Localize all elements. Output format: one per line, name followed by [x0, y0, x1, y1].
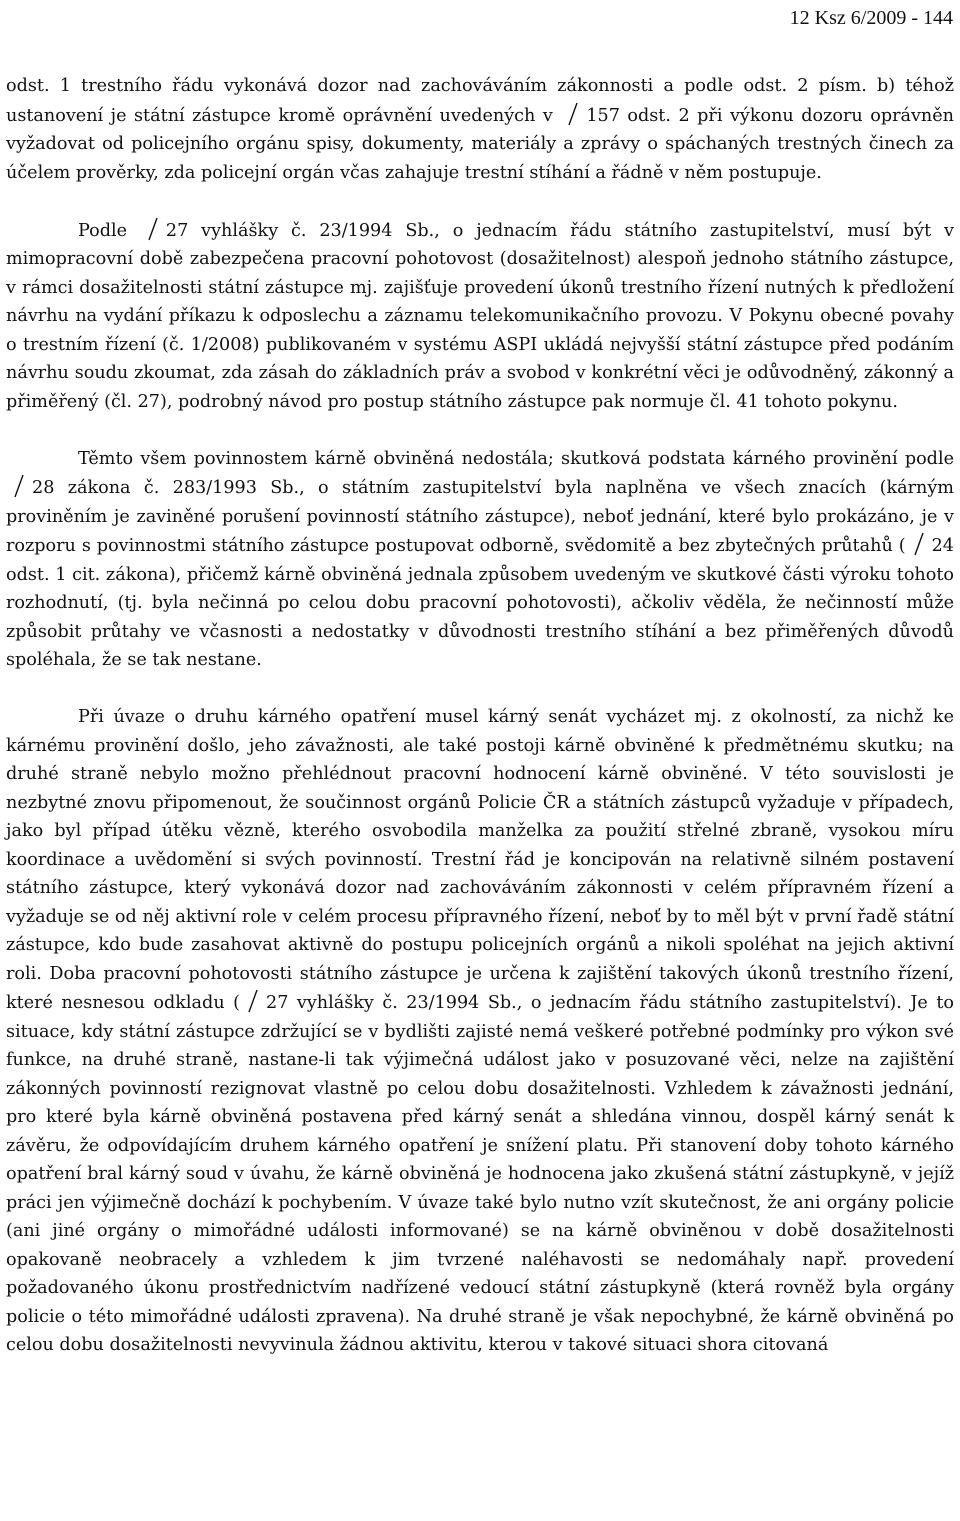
- section-sign-icon: [566, 101, 580, 127]
- text-run: 24 odst. 1 cit. zákona), přičemž kárně obviněná jednala způsobem uvedeným ve skutkové části výroku tohoto rozhodnutí, (tj. byla nečinná po celou dobu pracovní pohotovosti), ačkoliv věděla, že nečinností může způsobit průtahy ve včasnosti a nedostatky v důvodnosti trestního stíhání a bez přiměřených důvodů spoléhala, že se tak nestane.: [6, 536, 954, 670]
- text-run: Při úvaze o druhu kárného opatření musel kárný senát vycházet mj. z okolností, za nichž ke kárnému provinění došlo, jeho závažnosti, ale také postoji kárně obviněné k předmětnému skutku; na druhé straně nebylo možno přehlédnout pracovní hodnocení kárně obviněné. V této souvislosti je nezbytné znovu připomenout, že součinnost orgánů Policie ČR a státních zástupců vyžaduje v případech, jako byl případ útěku vězně, kterého osvobodila manželka za použití střelné zbraně, vysokou míru koordinace a uvědomění si svých povinností. Trestní řád je koncipován na relativně silném postavení státního zástupce, který vykonává dozor nad zachováváním zákonnosti v celém přípravném řízení a vyžaduje se od něj aktivní role v celém procesu přípravného řízení, neboť by to měl být v první řadě státní zástupce, kdo bude zasahovat aktivně do postupu policejních orgánů a nikoli spoléhat na jejich aktivní roli. Doba pracovní pohotovosti státního zástupce je určena k zajištění takových úkonů trestního řízení, které nesnesou odkladu (: [6, 707, 954, 1013]
- paragraph-1: [6, 72, 954, 187]
- text-run: Podle: [78, 220, 140, 241]
- text-run: 27 vyhlášky č. 23/1994 Sb., o jednacím řádu státního zastupitelství, musí být v mimopracovní době zabezpečena pracovní pohotovost (dosažitelnost) alespoň jednoho státního zástupce, v rámci dosažitelnosti státní zástupce mj. zajišťuje provedení úkonů trestního řízení nutných k předložení návrhu na vydání příkazu k odposlechu a záznamu telekomunikačního provozu. V Pokynu obecné povahy o trestním řízení (č. 1/2008) publikovaném v systému ASPI ukládá nejvyšší státní zástupce před podáním návrhu soudu zkoumat, zda zásah do základních práv a svobod v konkrétní věci je odůvodněný, zákonný a přiměřený (čl. 27), podrobný návod pro postup státního zástupce pak normuje čl. 41 tohoto pokynu.: [6, 220, 954, 412]
- text-run: 157 odst. 2 při výkonu dozoru oprávněn vyžadovat od policejního orgánu spisy, dokumenty, materiály a zprávy o spáchaných trestných činech za účelem prověrky, zda policejní orgán včas zahajuje trestní stíhání a řádně v něm postupuje.: [6, 105, 954, 183]
- text-run: 27 vyhlášky č. 23/1994 Sb., o jednacím řádu státního zastupitelství). Je to situace, kdy státní zástupce zdržující se v bydlišti zajisté nemá veškeré potřebné podmínky pro výkon své funkce, na druhé straně, nastane-li tak výjimečná událost jako v posuzované věci, nelze na zajištění zákonných povinností rezignovat vlastně po celou dobu dosažitelnosti. Vzhledem k závažnosti jednání, pro které byla kárně obviněná postavena před kárný senát a shledána vinnou, dospěl kárný senát k závěru, že odpovídajícím druhem kárného opatření je snížení platu. Při stanovení doby tohoto kárného opatření bral kárný soud v úvahu, že kárně obviněná je hodnocena jako zkušená státní zástupkyně, v jejíž práci jen výjimečně dochází k pochybením. V úvaze také bylo nutno vzít skutečnost, že ani orgány policie (ani jiné orgány o mimořádné události informované) se na kárně obviněnou v době dosažitelnosti opakovaně neobracely a vzhledem k jim tvrzené naléhavosti se nedomáhaly např. provedení požadovaného úkonu prostřednictvím nadřízené vedoucí státní zástupkyně (která rovněž byla orgány policie o této mimořádné události zpravena). Na druhé straně je však nepochybné, že kárně obviněná po celou dobu dosažitelnosti nevyvinula žádnou aktivitu, kterou v takové situaci shora citovaná: [6, 993, 954, 1355]
- paragraph-2: [6, 216, 954, 417]
- paragraph-4: [6, 703, 954, 1360]
- section-sign-icon: [146, 216, 160, 242]
- document-body: [6, 72, 954, 1360]
- case-number-header: 12 Ksz 6/2009 - 144: [789, 7, 953, 29]
- text-run: 28 zákona č. 283/1993 Sb., o státním zastupitelství byla naplněna ve všech znacích (kárným proviněním je zaviněné porušení povinností státního zástupce), neboť jednání, které bylo prokázáno, je v rozporu s povinnostmi státního zástupce postupovat odborně, svědomitě a bez zbytečných průtahů (: [6, 478, 954, 556]
- section-sign-icon: [12, 473, 26, 499]
- section-sign-icon: [912, 531, 926, 557]
- text-run: odst. 1 trestního řádu vykonává dozor nad zachováváním zákonnosti a podle odst. 2 písm. b) téhož ustanovení je státní zástupce kromě oprávnění uvedených v: [6, 76, 954, 126]
- text-run: Těmto všem povinnostem kárně obviněná nedostála; skutková podstata kárného provinění podle: [78, 448, 954, 469]
- paragraph-3: [6, 445, 954, 675]
- section-sign-icon: [246, 988, 260, 1014]
